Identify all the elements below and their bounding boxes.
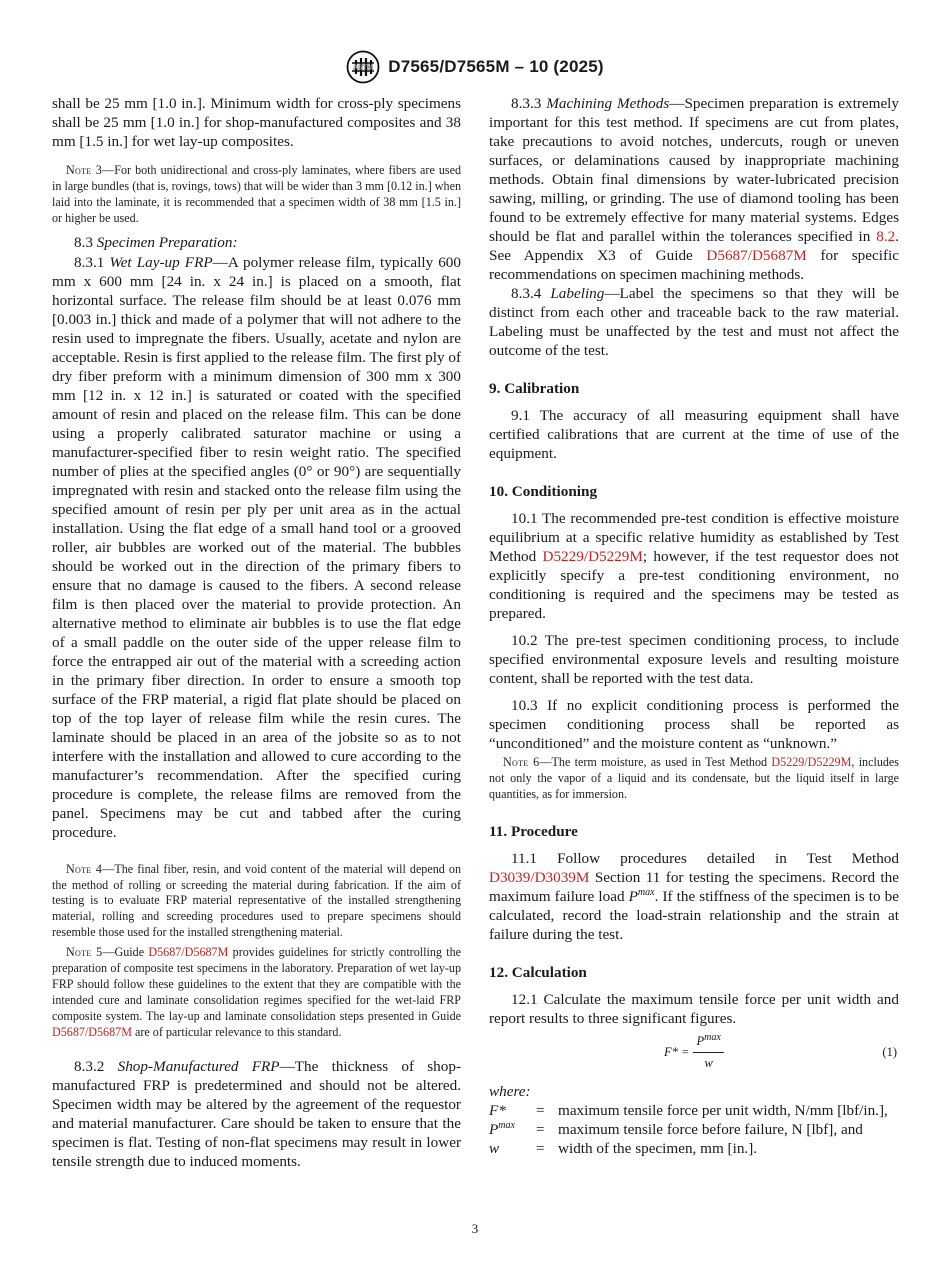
where-label: where:	[489, 1082, 531, 1100]
ref-d5229-link[interactable]: D5229/D5229M	[771, 755, 852, 769]
ref-d5687-link[interactable]: D5687/D5687M	[52, 1024, 132, 1039]
paragraph-10-1: 10.1 The recommended pre-test condition is effective moisture equilibrium at a specific relative humidity as established by Test Method D5229/D5229M; however, if the test requestor does not explicitly specify a pre-test conditioning environment, no conditioning is required and the specimens may be tested as prepared.	[489, 510, 900, 622]
page-header	[0, 50, 950, 84]
ref-8-2-link[interactable]: 8.2	[876, 228, 896, 245]
right-column	[489, 94, 899, 1158]
variable-definitions	[489, 1101, 899, 1158]
section-10-heading: 10. Conditioning	[489, 483, 598, 500]
note-4: Note 4—The final fiber, resin, and void content of the material will depend on the method of rolling or screeding the material during fabrication. If the aim of testing is to evaluate FRP material representative of the installed strengthening material, rolling and screeding procedures used to prepare specimens should resemble those used for the installed strengthening material.	[52, 861, 461, 940]
paragraph-9-1: 9.1 The accuracy of all measuring equipment shall have certified calibrations that are current at the time of use of the equipment.	[489, 407, 899, 462]
definition-row: F* = maximum tensile force per unit width, N/mm [lbf/in.],	[489, 1101, 888, 1119]
astm-logo-icon	[346, 50, 380, 84]
left-column	[52, 94, 461, 1171]
standard-designation: D7565/D7565M – 10 (2025)	[388, 57, 604, 76]
paragraph-width-intro: shall be 25 mm [1.0 in.]. Minimum width for cross-ply specimens shall be 25 mm [1.0 in.] for shop-manufactured composites and 38 mm [1.5 in.] for wet lay-up composites.	[52, 95, 461, 150]
paragraph-12-1: 12.1 Calculate the maximum tensile force per unit width and report results to three significant figures.	[489, 990, 899, 1027]
equation-number: (1)	[882, 1044, 897, 1059]
equation-fraction: F* = $\frac{P^{max}}{w}$	[664, 1032, 724, 1073]
section-9-heading: 9. Calibration	[489, 380, 580, 397]
paragraph-10-3: 10.3 If no explicit conditioning process is performed the specimen conditioning process shall be reported as “unconditioned” and the moisture content as “unknown.”	[489, 697, 899, 752]
svg-text:ASTM: ASTM	[353, 64, 374, 72]
paragraph-11-1: 11.1 Follow procedures detailed in Test Method D3039/D3039M Section 11 for testing the specimens. Record the maximum failure load $P^{max}$. If the stiffness of the specimen is to be calculated, record the load-strain relationship and the strain at failure during the test.	[489, 849, 899, 943]
section-8-3-4: 8.3.4 Labeling—Label the specimens so that they will be distinct from each other and traceable back to the raw material. Labeling must be unaffected by the test and must not affect the outcome of the test.	[489, 285, 900, 359]
note-3: Note 3—For both unidirectional and cross-ply laminates, where fibers are used in large bundles (that is, rovings, tows) that will be wider than 3 mm [0.12 in.] when laid into the laminate, it is recommended that a specimen width of 38 mm [1.5 in.] or higher be used.	[52, 163, 462, 225]
ref-d5229-link[interactable]: D5229/D5229M	[542, 548, 643, 565]
section-11-heading: 11. Procedure	[489, 822, 578, 840]
section-8-3-1: 8.3.1 Wet Lay-up FRP—A polymer release film, typically 600 mm x 600 mm [24 in. x 24 in.] is placed on a smooth, flat horizontal surface. The release film should be at least 0.076 mm [0.003 in.] thick and made of a polymer that will not adhere to the resin used to impregnate the fibers. Usually, acetate and nylon are acceptable. Resin is first applied to the release film. The first ply of dry fiber preform with a minimum dimension of 300 mm x 300 mm [12 in. x 12 in.] is saturated or coated with the specified amount of resin and placed on the release film. This can be done using a properly calibrated saturator machine or using a manufacturer-specified fiber to resin weight ratio. The specified number of plies at the specified angles (0° or 90°) are sequentially impregnated with resin and stacked onto the release film using the specified amount of resin per ply per unit area as in the actual installation. Using the flat edge of a small hand tool or a grooved roller, air bubbles are worked out of the material. The bubbles should be worked out in the direction of the primary fibers to ensure that no damage is caused to the fibers. A second release film is then placed over the material to provide protection. An alternative method to eliminate air bubbles is to use the flat edge of a small paddle on the outer side of the upper release film to force the entrapped air out of the material with a screeding action in the primary fiber direction. In order to ensure a smooth top surface of the FRP material, a rigid flat plate should be placed on top of the top layer of release film while the resin cures. The laminate should be placed in an area of the jobsite so as to not interfere with the installation and allowed to cure according to the manufacturer’s recommendation. After the specified curing procedure is complete, the release films are removed from the panel. Specimens may be cut and tabbed after the curing procedure.	[52, 253, 461, 841]
definition-row: $P^{max}$ = maximum tensile force before failure, N [lbf], and	[489, 1119, 863, 1138]
section-8-3-3: 8.3.3 Machining Methods—Specimen preparation is extremely important for this test method. If specimens are cut from plates, take precautions to avoid notches, undercuts, rough or uneven surfaces, or delaminations caused by inappropriate machining methods. Obtain final dimensions by water-lubricated precision sawing, milling, or grinding. The use of diamond tooling has been found to be extremely effective for many material systems. Edges should be flat and parallel within the tolerances specified in 8.2. See Appendix X3 of Guide D5687/D5687M for specific recommendations on specimen machining methods.	[489, 95, 899, 283]
ref-d5687-link[interactable]: D5687/D5687M	[706, 247, 807, 264]
section-8-3-heading: 8.3 Specimen Preparation:	[74, 233, 238, 251]
paragraph-10-2: 10.2 The pre-test specimen conditioning process, to include specified environmental exposure levels and resulting moisture content, shall be reported with the test data.	[489, 632, 899, 687]
definition-row: w = width of the specimen, mm [in.].	[489, 1139, 758, 1157]
note-6: Note 6—The term moisture, as used in Test Method D5229/D5229M, includes not only the vapor of a liquid and its condensate, but the liquid itself in large quantities, as for immersion.	[489, 755, 899, 801]
equation-denominator: w	[704, 1055, 713, 1070]
section-8-3-2: 8.3.2 Shop-Manufactured FRP—The thickness of shop-manufactured FRP is predetermined and should not be altered. Specimen width may be altered by the agreement of the requestor and material manufacturer. Care should be taken to ensure that the specimen is flat. Testing of non-flat specimens may result in lower tensile strength due to induced moments.	[52, 1057, 462, 1170]
note-5: Note 5—Guide D5687/D5687M provides guidelines for strictly controlling the preparation of composite test specimens in the laboratory. Preparation of wet lay-up FRP should follow these guidelines to the extent that they are compatible with the intended cure and laminate consolidation regimes specified for the wet-laid FRP composite system. The lay-up and laminate consolidation steps presented in Guide D5687/D5687M are of particular relevance to this standard.	[52, 945, 461, 1039]
ref-d3039-link[interactable]: D3039/D3039M	[489, 868, 590, 886]
page-number: 3	[471, 1221, 479, 1236]
equation-1	[489, 1032, 899, 1072]
equation-numerator: $P^{max}$	[693, 1032, 723, 1053]
ref-d5687-link[interactable]: D5687/D5687M	[148, 945, 229, 960]
section-12-heading: 12. Calculation	[489, 963, 587, 981]
